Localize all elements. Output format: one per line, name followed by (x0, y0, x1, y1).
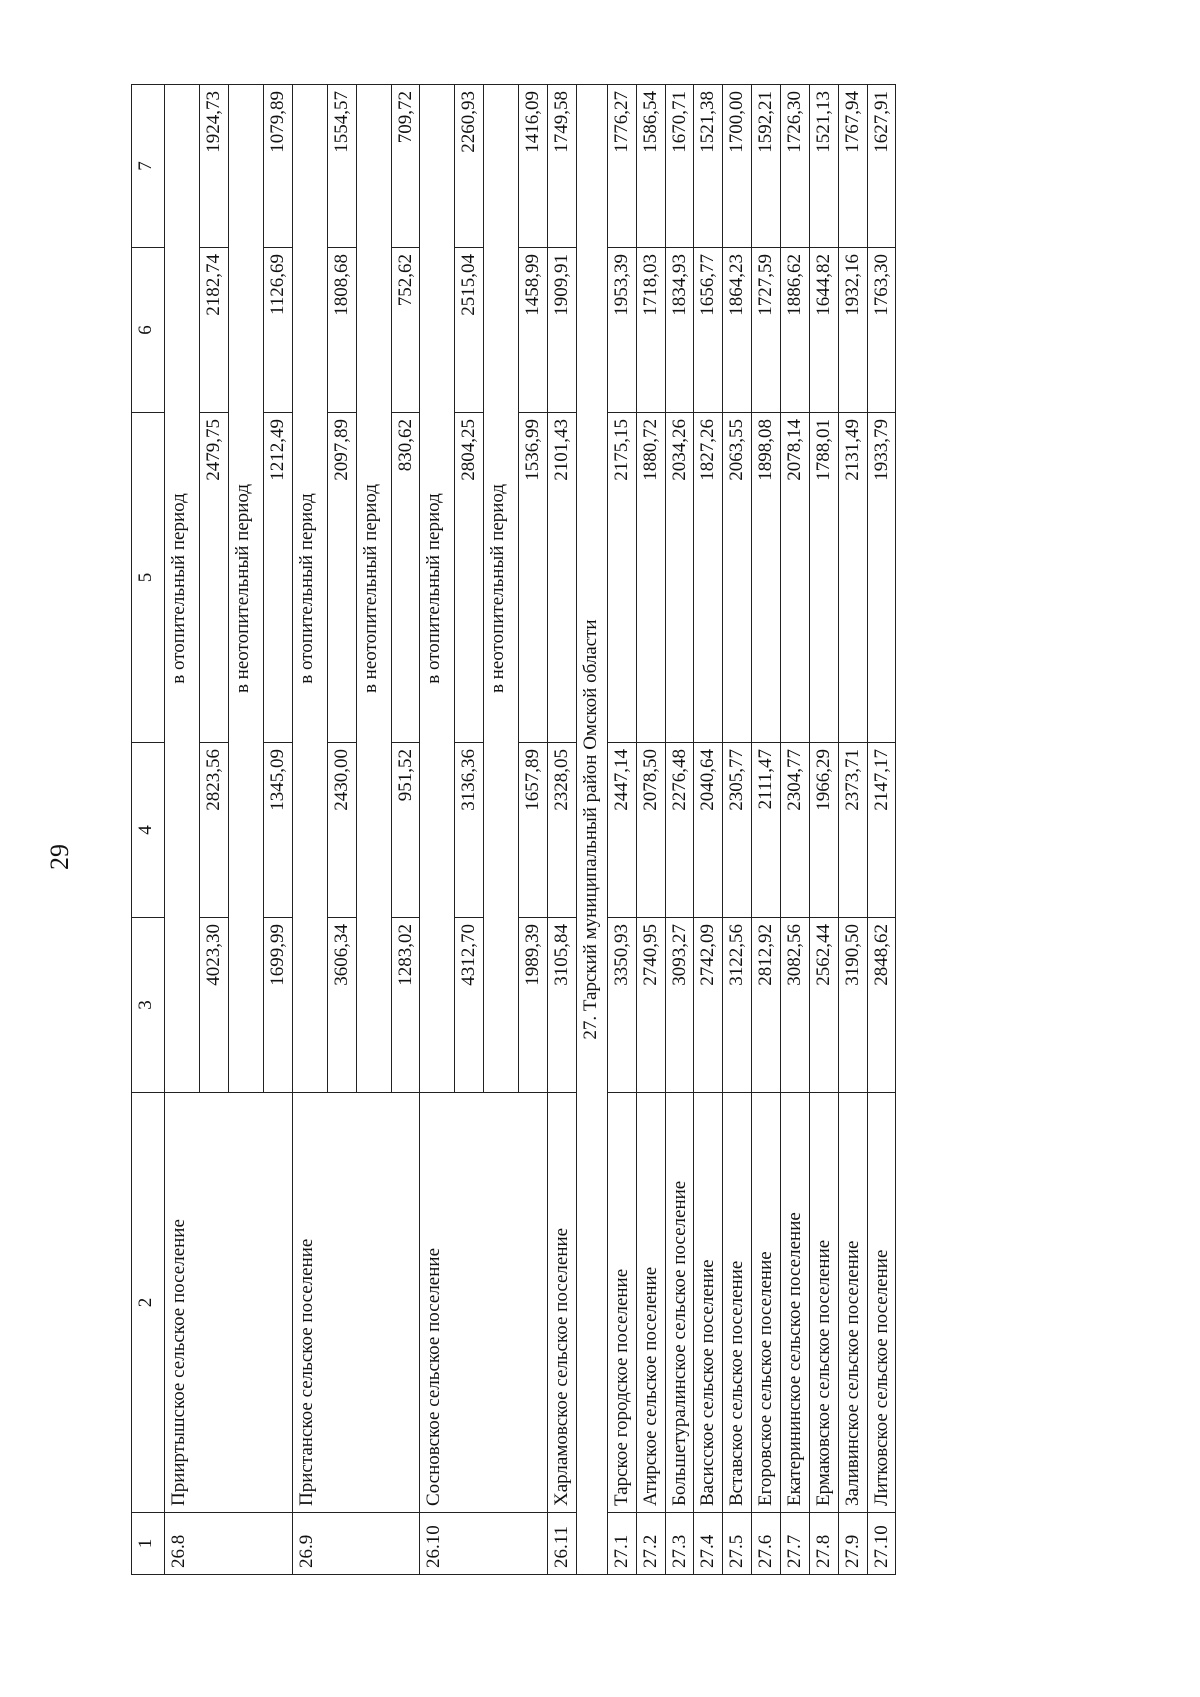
row-name: Атирское сельское поселение (636, 1093, 665, 1513)
value-cell: 1554,57 (327, 85, 356, 248)
value-cell: 1627,91 (867, 85, 896, 248)
value-cell: 1924,73 (200, 85, 229, 248)
value-cell: 1458,99 (519, 248, 548, 413)
column-header: 1 (132, 1513, 165, 1575)
value-cell: 2304,77 (780, 743, 809, 918)
value-cell: 1834,93 (665, 248, 694, 413)
value-cell: 3606,34 (327, 918, 356, 1093)
value-cell: 752,62 (391, 248, 420, 413)
value-cell: 1767,94 (838, 85, 867, 248)
row-id: 27.1 (607, 1513, 636, 1575)
column-header: 3 (132, 918, 165, 1093)
table-row (292, 85, 327, 1575)
value-cell: 2479,75 (200, 413, 229, 743)
section-heading: 27. Тарский муниципальный район Омской области (576, 85, 607, 1575)
period-label: в отопительный период (292, 85, 327, 1093)
value-cell: 2742,09 (694, 918, 723, 1093)
period-label: в неотопительный период (356, 85, 391, 1093)
column-header: 4 (132, 743, 165, 918)
value-cell: 2515,04 (455, 248, 484, 413)
value-cell: 1808,68 (327, 248, 356, 413)
value-cell: 2260,93 (455, 85, 484, 248)
row-name: Егоровское сельское поселение (752, 1093, 781, 1513)
value-cell: 1586,54 (636, 85, 665, 248)
value-cell: 2175,15 (607, 413, 636, 743)
row-id: 27.6 (752, 1513, 781, 1575)
row-name: Вставское сельское поселение (723, 1093, 752, 1513)
row-name: Ермаковское сельское поселение (809, 1093, 838, 1513)
row-id: 26.11 (548, 1513, 577, 1575)
value-cell: 1788,01 (809, 413, 838, 743)
value-cell: 1521,13 (809, 85, 838, 248)
value-cell: 2812,92 (752, 918, 781, 1093)
row-id: 27.5 (723, 1513, 752, 1575)
row-name: Большетуралинское сельское поселение (665, 1093, 694, 1513)
table-row (867, 85, 896, 1575)
value-cell: 1416,09 (519, 85, 548, 248)
value-cell: 2823,56 (200, 743, 229, 918)
table-row (694, 85, 723, 1575)
value-cell: 830,62 (391, 413, 420, 743)
value-cell: 1749,58 (548, 85, 577, 248)
value-cell: 2373,71 (838, 743, 867, 918)
value-cell: 1727,59 (752, 248, 781, 413)
value-cell: 2097,89 (327, 413, 356, 743)
value-cell: 2447,14 (607, 743, 636, 918)
row-id: 27.9 (838, 1513, 867, 1575)
value-cell: 1718,03 (636, 248, 665, 413)
value-cell: 2804,25 (455, 413, 484, 743)
value-cell: 1776,27 (607, 85, 636, 248)
value-cell: 2131,49 (838, 413, 867, 743)
value-cell: 3350,93 (607, 918, 636, 1093)
value-cell: 3093,27 (665, 918, 694, 1093)
row-name: Харламовское сельское поселение (548, 1093, 577, 1513)
value-cell: 2430,00 (327, 743, 356, 918)
value-cell: 2147,17 (867, 743, 896, 918)
table-row (809, 85, 838, 1575)
row-id: 27.3 (665, 1513, 694, 1575)
value-cell: 2848,62 (867, 918, 896, 1093)
row-name: Прииртышское сельское поселение (165, 1093, 293, 1513)
column-header: 7 (132, 85, 165, 248)
value-cell: 1898,08 (752, 413, 781, 743)
value-cell: 2740,95 (636, 918, 665, 1093)
value-cell: 1880,72 (636, 413, 665, 743)
value-cell: 3190,50 (838, 918, 867, 1093)
page-number: 29 (45, 844, 74, 870)
table-row (838, 85, 867, 1575)
value-cell: 1827,26 (694, 413, 723, 743)
value-cell: 1932,16 (838, 248, 867, 413)
period-label: в неотопительный период (484, 85, 519, 1093)
value-cell: 1656,77 (694, 248, 723, 413)
value-cell: 1966,29 (809, 743, 838, 918)
section-row (576, 85, 607, 1575)
value-cell: 1700,00 (723, 85, 752, 248)
value-cell: 2328,05 (548, 743, 577, 918)
table-row (636, 85, 665, 1575)
table-row (665, 85, 694, 1575)
table-row (607, 85, 636, 1575)
value-cell: 951,52 (391, 743, 420, 918)
value-cell: 3082,56 (780, 918, 809, 1093)
value-cell: 2276,48 (665, 743, 694, 918)
row-id: 27.10 (867, 1513, 896, 1575)
value-cell: 2078,14 (780, 413, 809, 743)
value-cell: 1126,69 (263, 248, 292, 413)
value-cell: 2305,77 (723, 743, 752, 918)
value-cell: 1670,71 (665, 85, 694, 248)
value-cell: 4023,30 (200, 918, 229, 1093)
period-label: в отопительный период (165, 85, 200, 1093)
section-27-body (607, 85, 895, 1575)
value-cell: 1909,91 (548, 248, 577, 413)
row-name: Екатерининское сельское поселение (780, 1093, 809, 1513)
value-cell: 3122,56 (723, 918, 752, 1093)
value-cell: 1657,89 (519, 743, 548, 918)
table-row (420, 85, 455, 1575)
value-cell: 2034,26 (665, 413, 694, 743)
value-cell: 1864,23 (723, 248, 752, 413)
value-cell: 1592,21 (752, 85, 781, 248)
value-cell: 3105,84 (548, 918, 577, 1093)
column-header: 2 (132, 1093, 165, 1513)
value-cell: 3136,36 (455, 743, 484, 918)
table-row (752, 85, 781, 1575)
row-name: Сосновское сельское поселение (420, 1093, 548, 1513)
value-cell: 1953,39 (607, 248, 636, 413)
value-cell: 1536,99 (519, 413, 548, 743)
row-id: 27.2 (636, 1513, 665, 1575)
value-cell: 1079,89 (263, 85, 292, 248)
value-cell: 1521,38 (694, 85, 723, 248)
header-row (132, 85, 165, 1575)
column-header: 5 (132, 413, 165, 743)
row-id: 26.10 (420, 1513, 548, 1575)
value-cell: 1644,82 (809, 248, 838, 413)
row-id: 26.8 (165, 1513, 293, 1575)
value-cell: 1699,99 (263, 918, 292, 1093)
rotated-table-wrapper (131, 85, 896, 1575)
value-cell: 1726,30 (780, 85, 809, 248)
value-cell: 2078,50 (636, 743, 665, 918)
value-cell: 1989,39 (519, 918, 548, 1093)
value-cell: 2111,47 (752, 743, 781, 918)
table-row (548, 85, 577, 1575)
value-cell: 709,72 (391, 85, 420, 248)
row-id: 27.7 (780, 1513, 809, 1575)
row-name: Тарское городское поселение (607, 1093, 636, 1513)
tariff-table (131, 84, 896, 1575)
value-cell: 1283,02 (391, 918, 420, 1093)
column-header: 6 (132, 248, 165, 413)
table-row (165, 85, 200, 1575)
value-cell: 1933,79 (867, 413, 896, 743)
value-cell: 4312,70 (455, 918, 484, 1093)
row-name: Васисское сельское поселение (694, 1093, 723, 1513)
value-cell: 2562,44 (809, 918, 838, 1093)
value-cell: 1212,49 (263, 413, 292, 743)
value-cell: 2101,43 (548, 413, 577, 743)
row-id: 27.4 (694, 1513, 723, 1575)
value-cell: 2040,64 (694, 743, 723, 918)
value-cell: 2182,74 (200, 248, 229, 413)
row-name: Заливинское сельское поселение (838, 1093, 867, 1513)
table-row (780, 85, 809, 1575)
value-cell: 2063,55 (723, 413, 752, 743)
value-cell: 1886,62 (780, 248, 809, 413)
row-name: Литковское сельское поселение (867, 1093, 896, 1513)
row-name: Пристанское сельское поселение (292, 1093, 420, 1513)
value-cell: 1345,09 (263, 743, 292, 918)
table-row (723, 85, 752, 1575)
period-label: в отопительный период (420, 85, 455, 1093)
value-cell: 1763,30 (867, 248, 896, 413)
row-id: 27.8 (809, 1513, 838, 1575)
period-label: в неотопительный период (228, 85, 263, 1093)
row-id: 26.9 (292, 1513, 420, 1575)
